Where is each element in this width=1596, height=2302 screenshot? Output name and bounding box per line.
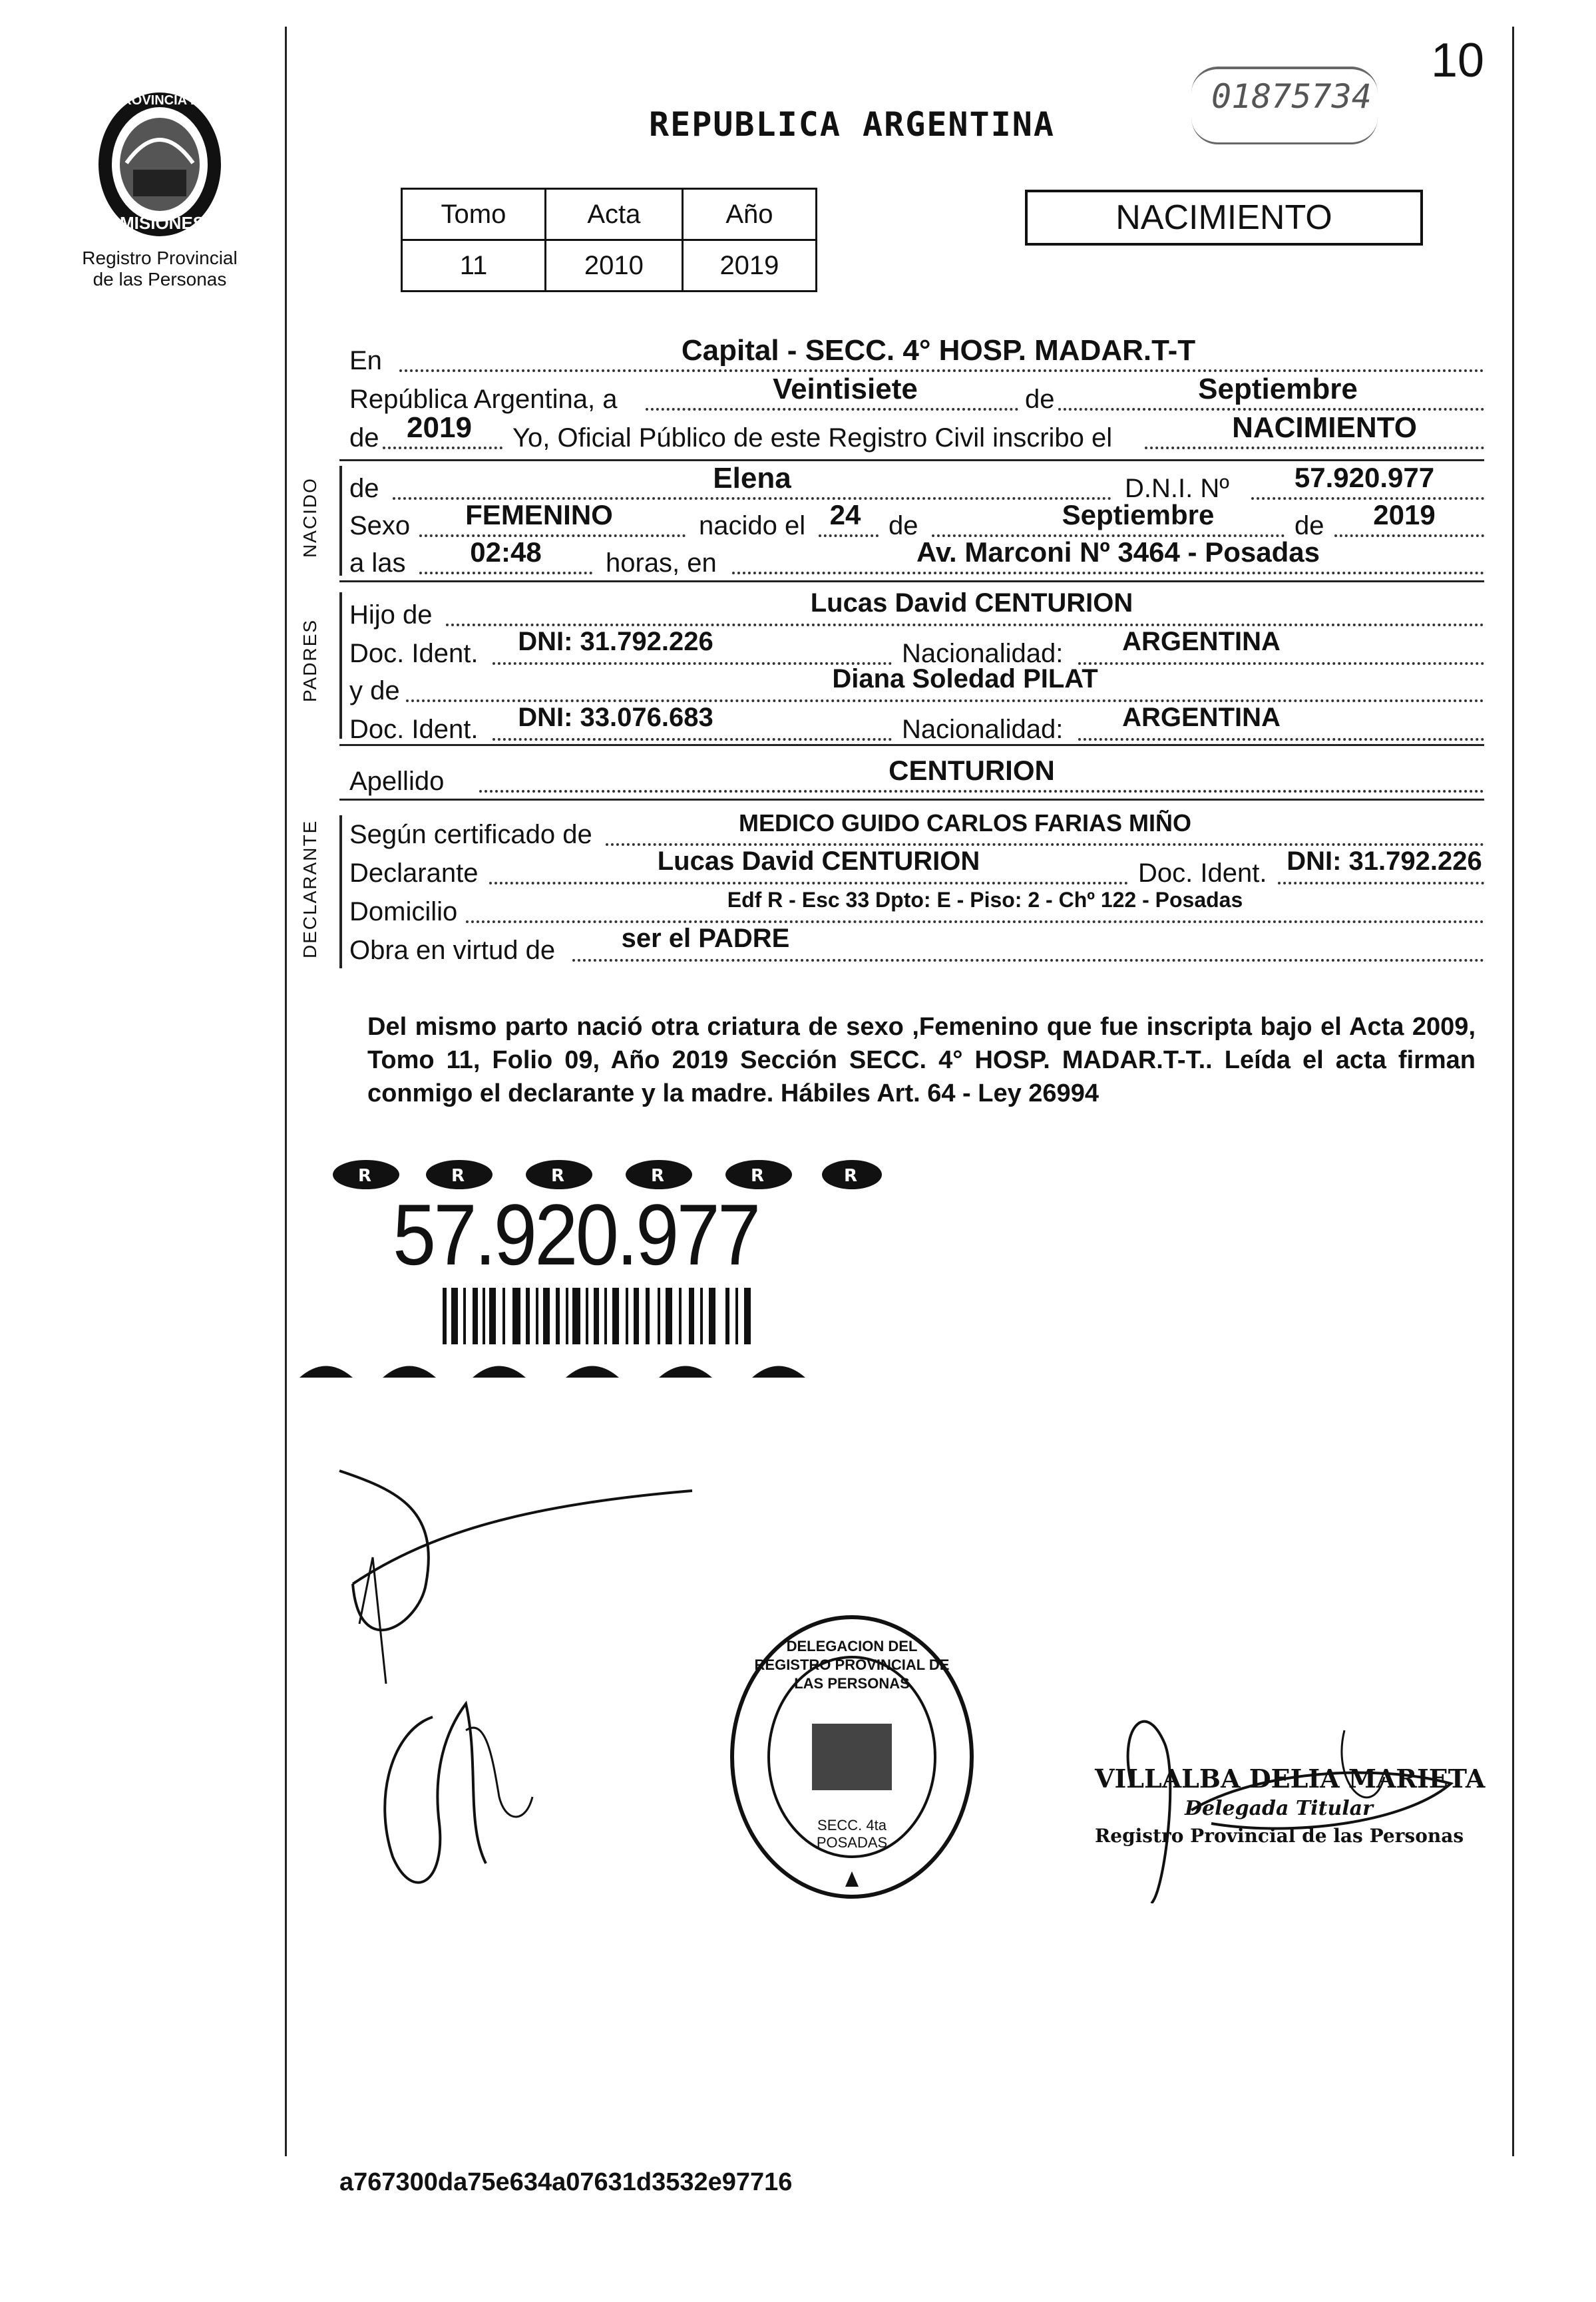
- birth-place-value: Av. Marconi Nº 3464 - Posadas: [916, 536, 1320, 568]
- serial-number: 01875734: [1211, 77, 1372, 116]
- nacido-el-label: nacido el: [699, 511, 806, 540]
- svg-text:R: R: [551, 1166, 565, 1186]
- left-margin-line: [285, 27, 287, 2156]
- nacido-name-value: Elena: [713, 462, 791, 494]
- official-registry: Registro Provincial de las Personas: [1095, 1825, 1464, 1847]
- seal-top-text: PROVINCIA DE: [113, 93, 209, 108]
- stamp-inner-text: SECC. 4ta POSADAS: [816, 1817, 888, 1851]
- official-name: VILLALBA DELIA MARIETA: [1095, 1764, 1486, 1794]
- apellido-value: CENTURION: [889, 755, 1055, 786]
- a-las-label: a las: [349, 548, 406, 578]
- official-title: Delegada Titular: [1185, 1797, 1373, 1820]
- hijo-de-label: Hijo de: [349, 600, 433, 630]
- declarante-label: Declarante: [349, 859, 479, 888]
- intro-day-value: Veintisiete: [773, 373, 918, 405]
- page-number: 10: [1431, 34, 1485, 87]
- mother-name-value: Diana Soledad PILAT: [832, 664, 1098, 693]
- intro-year-de-label: de: [349, 423, 379, 453]
- birth-month-value: Septiembre: [1062, 499, 1215, 530]
- sticker-number: 57.920.977: [393, 1186, 759, 1283]
- sexo-value: FEMENINO: [465, 499, 613, 530]
- sexo-label: Sexo: [349, 511, 411, 540]
- domicilio-value: Edf R - Esc 33 Dpto: E - Piso: 2 - Chº 122 - Posadas: [727, 888, 1243, 912]
- birth-de-label-2: de: [1295, 511, 1324, 540]
- padres-side-label: PADRES: [299, 618, 320, 702]
- registry-name-line1: Registro Provincial: [82, 248, 238, 268]
- birth-day-value: 24: [829, 499, 861, 530]
- svg-text:R: R: [358, 1166, 372, 1186]
- ref-header-tomo: Tomo: [402, 189, 546, 240]
- father-name-value: Lucas David CENTURION: [810, 588, 1133, 618]
- nac2-label: Nacionalidad:: [902, 715, 1064, 744]
- intro-year-value: 2019: [407, 411, 472, 444]
- seal-bottom-text: MISIONES: [120, 213, 205, 233]
- birth-time-value: 02:48: [470, 536, 542, 568]
- ref-value-acta: 2010: [545, 240, 682, 291]
- right-margin-line: [1512, 27, 1514, 2156]
- ref-value-tomo: 11: [402, 240, 546, 291]
- mother-dni-value: DNI: 33.076.683: [518, 703, 713, 732]
- apellido-label: Apellido: [349, 767, 445, 796]
- mother-nationality-value: ARGENTINA: [1122, 703, 1281, 732]
- father-nationality-value: ARGENTINA: [1122, 627, 1281, 656]
- svg-text:R: R: [651, 1166, 665, 1186]
- en-value: Capital - SECC. 4° HOSP. MADAR.T-T: [681, 334, 1196, 367]
- act-type-box: NACIMIENTO: [1025, 190, 1423, 246]
- ref-header-anio: Año: [682, 189, 816, 240]
- intro-month-value: Septiembre: [1198, 373, 1358, 405]
- svg-text:R: R: [844, 1166, 858, 1186]
- registry-name-line2: de las Personas: [93, 269, 227, 289]
- ref-value-anio: 2019: [682, 240, 816, 291]
- cert-label: Según certificado de: [349, 820, 592, 849]
- domicilio-label: Domicilio: [349, 897, 458, 926]
- yo-label: Yo, Oficial Público de este Registro Civil inscribo el: [512, 423, 1113, 453]
- nacido-side-label: NACIDO: [299, 477, 320, 558]
- ref-header-acta: Acta: [545, 189, 682, 240]
- cert-value: MEDICO GUIDO CARLOS FARIAS MIÑO: [738, 809, 1191, 837]
- republica-label: República Argentina, a: [349, 385, 618, 414]
- svg-text:R: R: [751, 1166, 765, 1186]
- en-label: En: [349, 346, 382, 375]
- birth-de-label: de: [889, 511, 918, 540]
- declarante-value: Lucas David CENTURION: [657, 847, 980, 876]
- horas-label: horas, en: [606, 548, 717, 578]
- obra-label: Obra en virtud de: [349, 936, 556, 965]
- doc2-label: Doc. Ident.: [349, 715, 479, 744]
- obra-value: ser el PADRE: [621, 924, 790, 953]
- declarante-side-label: DECLARANTE: [299, 819, 320, 958]
- inscribo-value: NACIMIENTO: [1232, 411, 1417, 444]
- nacido-de-label: de: [349, 474, 379, 503]
- nacido-dni-value: 57.920.977: [1294, 462, 1435, 493]
- svg-text:R: R: [451, 1166, 465, 1186]
- declarante-doc-label: Doc. Ident.: [1138, 859, 1267, 888]
- reference-table: [401, 188, 817, 292]
- father-dni-value: DNI: 31.792.226: [518, 627, 713, 656]
- nacido-dni-label: D.N.I. Nº: [1125, 474, 1229, 503]
- birth-year-value: 2019: [1373, 499, 1436, 530]
- doc1-label: Doc. Ident.: [349, 639, 479, 668]
- declarante-doc-value: DNI: 31.792.226: [1287, 847, 1482, 876]
- notes-paragraph: Del mismo parto nació otra criatura de sexo ,Femenino que fue inscripta bajo el Acta 2009, Tomo 11, Folio 09, Año 2019 Sección SECC. 4° HOSP. MADAR.T-T.. Leída el acta firman conmigo el declarante y la madre. Hábiles Art. 64 - Ley 26994: [367, 1013, 1476, 1107]
- page-title: REPUBLICA ARGENTINA: [649, 105, 1055, 144]
- stamp-ring-text: DELEGACION DEL REGISTRO PROVINCIAL DE LAS PERSONAS: [754, 1638, 950, 1692]
- serial-number-stamp: [1191, 67, 1378, 144]
- nac1-label: Nacionalidad:: [902, 639, 1064, 668]
- intro-de-label: de: [1025, 385, 1055, 414]
- y-de-label: y de: [349, 676, 400, 705]
- document-hash: a767300da75e634a07631d3532e97716: [339, 2168, 793, 2196]
